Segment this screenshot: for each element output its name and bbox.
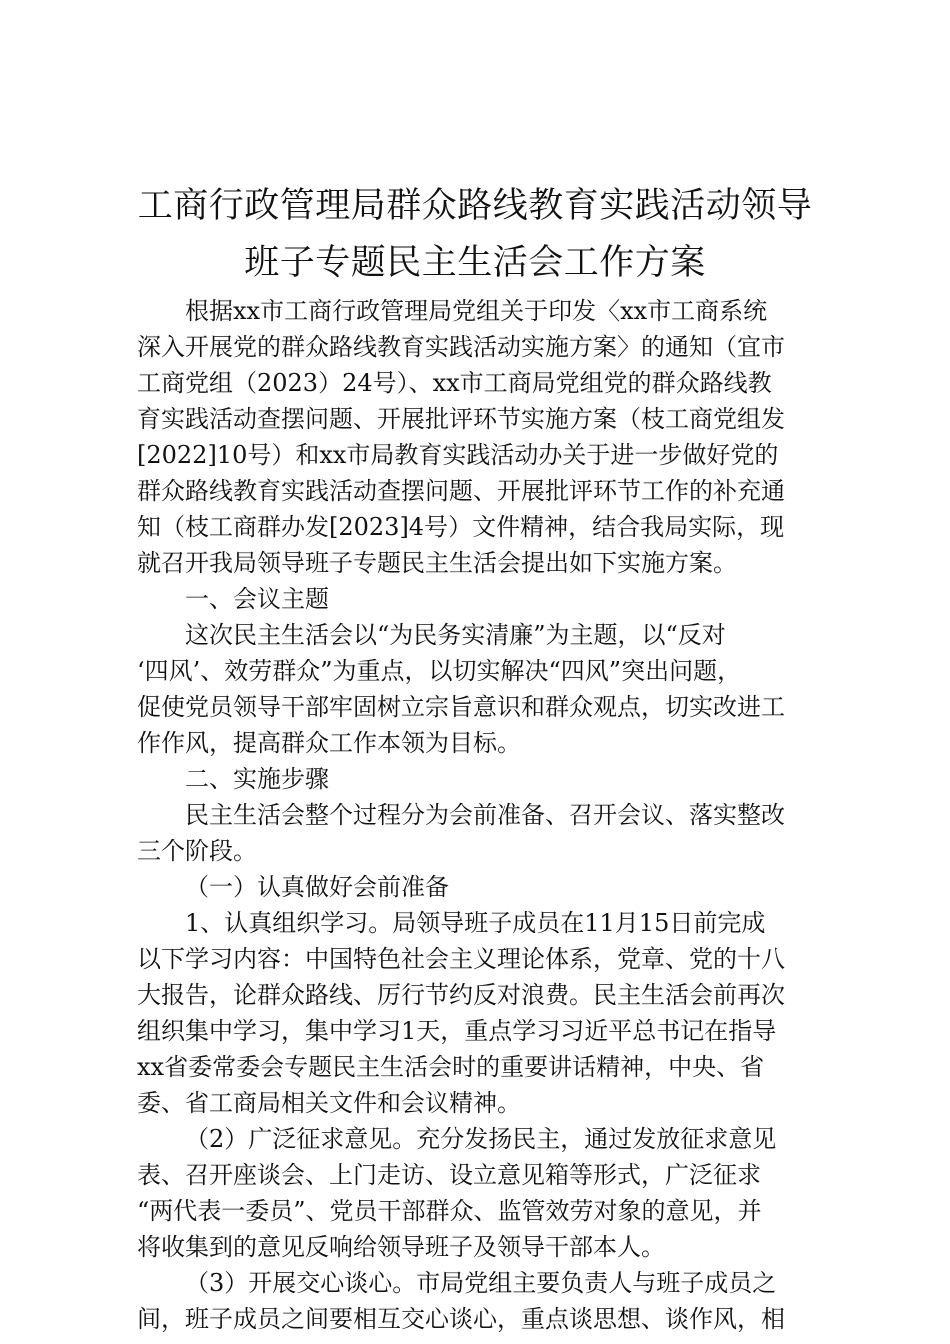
- paragraph-line: [2022]10号）和xx市局教育实践活动办关于进一步做好党的: [137, 441, 779, 469]
- paragraph-line: 表、召开座谈会、上门走访、设立意见箱等形式，广泛征求: [137, 1161, 761, 1189]
- paragraph-line: 工商党组（2023）24号）、xx市工商局党组党的群众路线教: [137, 369, 772, 397]
- paragraph-line: 育实践活动查摆问题、开展批评环节实施方案（枝工商党组发: [137, 405, 785, 433]
- paragraph-line: 三个阶段。: [137, 837, 257, 865]
- section-heading: 一、会议主题: [185, 585, 329, 613]
- paragraph-line: 民主生活会整个过程分为会前准备、召开会议、落实整改: [185, 801, 785, 829]
- paragraph-line: 1、认真组织学习。局领导班子成员在11月15日前完成: [185, 909, 766, 937]
- paragraph-line: 大报告，论群众路线、厉行节约反对浪费。民主生活会前再次: [137, 981, 785, 1009]
- paragraph-line: （3）开展交心谈心。市局党组主要负责人与班子成员之: [185, 1269, 777, 1297]
- paragraph-line: 间，班子成员之间要相互交心谈心，重点谈思想、谈作风，相: [137, 1305, 785, 1333]
- document-body: [137, 293, 827, 1337]
- section-heading: 二、实施步骤: [185, 765, 329, 793]
- paragraph-line: “两代表一委员”、党员干部群众、监管效劳对象的意见，并: [137, 1197, 762, 1225]
- subsection-heading: （一）认真做好会前准备: [185, 873, 449, 901]
- paragraph-line: 组织集中学习，集中学习1天，重点学习习近平总书记在指导: [137, 1017, 777, 1045]
- paragraph-line: 这次民主生活会以“为民务实清廉”为主题，以“反对: [185, 621, 726, 649]
- paragraph-line: ‘四风’、效劳群众”为重点，以切实解决“四风”突出问题，: [137, 657, 742, 685]
- paragraph-line: 将收集到的意见反响给领导班子及领导干部本人。: [137, 1233, 665, 1261]
- paragraph-line: 促使党员领导干部牢固树立宗旨意识和群众观点，切实改进工: [137, 693, 785, 721]
- paragraph-line: 以下学习内容：中国特色社会主义理论体系，党章、党的十八: [137, 945, 785, 973]
- paragraph-line: 群众路线教育实践活动查摆问题、开展批评环节工作的补充通: [137, 477, 785, 505]
- paragraph-line: 作作风，提高群众工作本领为目标。: [137, 729, 521, 757]
- paragraph-line: xx省委常委会专题民主生活会时的重要讲话精神，中央、省: [137, 1053, 765, 1081]
- paragraph-line: 根据xx市工商行政管理局党组关于印发〈xx市工商系统: [185, 297, 768, 325]
- paragraph-line: 就召开我局领导班子专题民主生活会提出如下实施方案。: [137, 549, 737, 577]
- paragraph-line: （2）广泛征求意见。充分发扬民主，通过发放征求意见: [185, 1125, 777, 1153]
- document-title-line-1: 工商行政管理局群众路线教育实践活动领导: [137, 186, 813, 226]
- paragraph-line: 委、省工商局相关文件和会议精神。: [137, 1089, 521, 1117]
- paragraph-line: 深入开展党的群众路线教育实践活动实施方案〉的通知（宜市: [137, 333, 785, 361]
- document-title-line-2: 班子专题民主生活会工作方案: [244, 243, 706, 283]
- paragraph-line: 知（枝工商群办发[2023]4号）文件精神，结合我局实际，现: [137, 513, 785, 541]
